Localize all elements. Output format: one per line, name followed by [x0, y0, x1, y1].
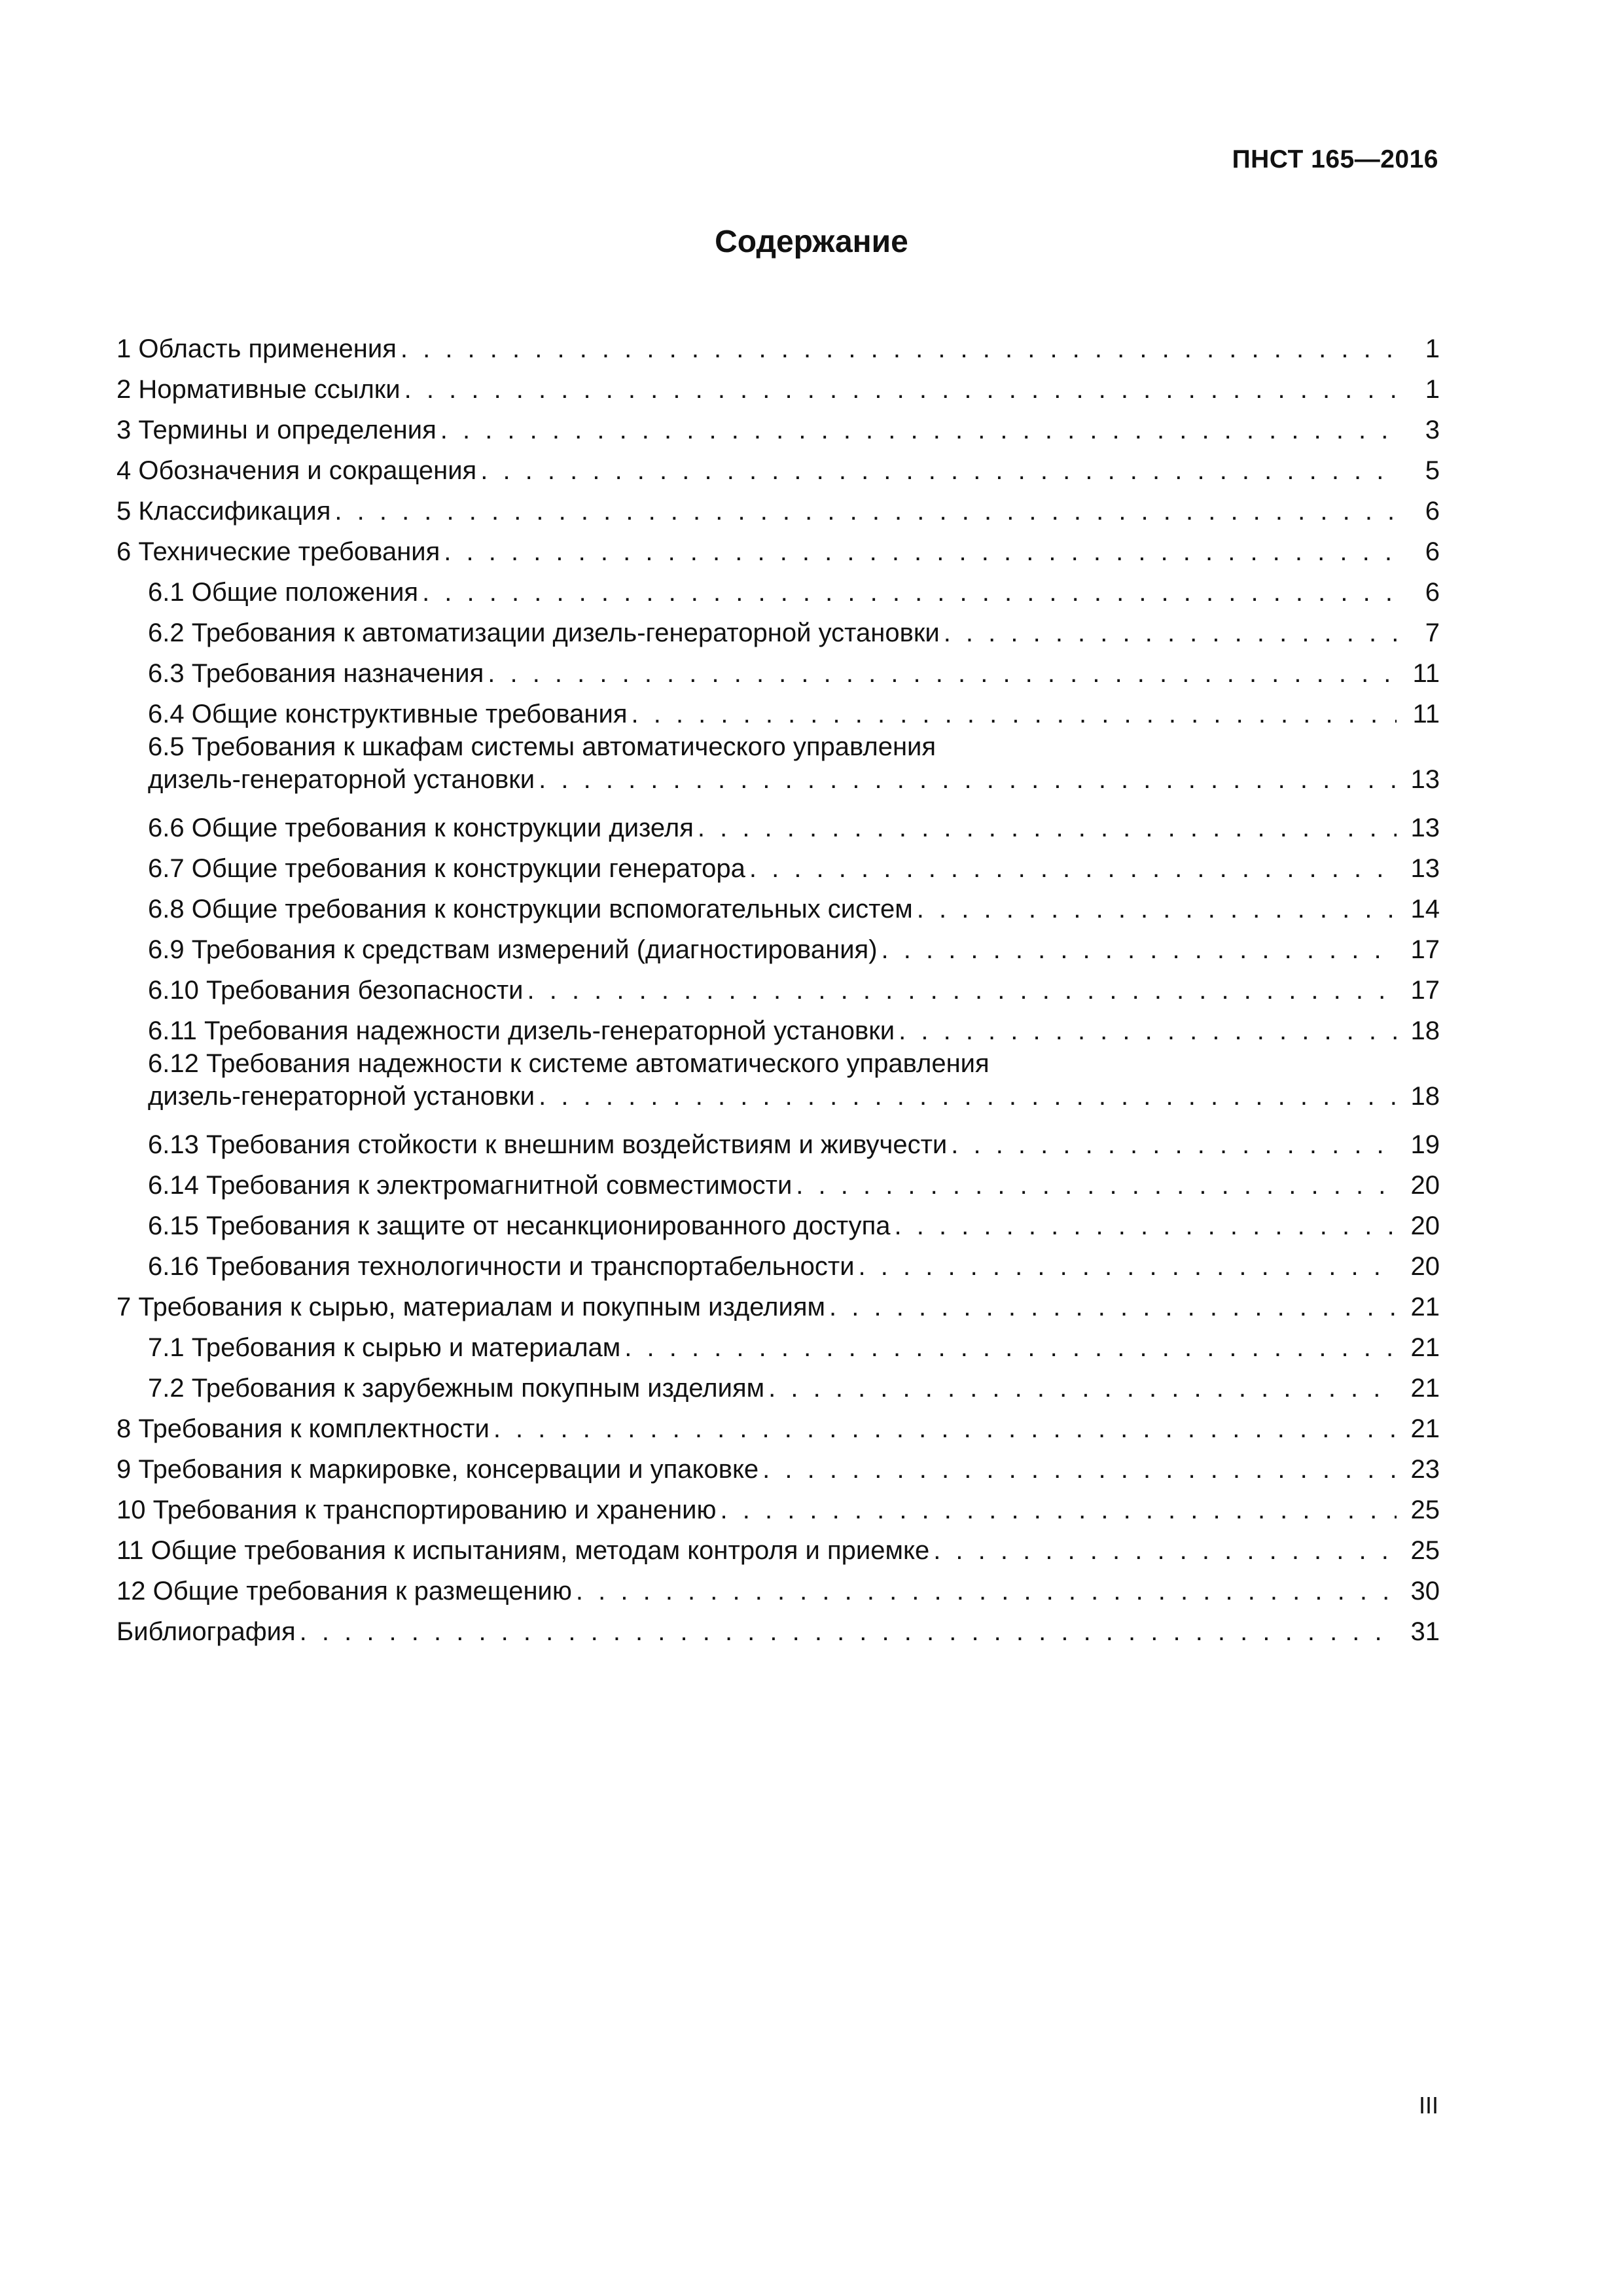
toc-entry-label: 6.6 Общие требования к конструкции дизеля	[148, 814, 694, 842]
toc-entry[interactable]	[116, 1201, 1440, 1242]
toc-entry[interactable]	[116, 1047, 1440, 1112]
toc-entry-label: 4 Обозначения и сокращения	[116, 456, 477, 485]
dot-leader	[899, 1015, 1397, 1047]
toc-entry[interactable]	[116, 1404, 1440, 1444]
toc-entry-label: 7 Требования к сырью, материалам и покупным изделиям	[116, 1293, 826, 1321]
toc-entry-page: 6	[1425, 497, 1440, 526]
dot-leader	[300, 1616, 1397, 1647]
toc-entry-page: 7	[1425, 619, 1440, 647]
dot-leader	[576, 1575, 1397, 1607]
toc-entry[interactable]	[116, 844, 1440, 884]
toc-entry-page: 6	[1425, 578, 1440, 607]
dot-leader	[895, 1210, 1397, 1242]
toc-entry-label-line1: 6.12 Требования надежности к системе автоматического управления	[148, 1049, 990, 1078]
toc-entry[interactable]	[116, 608, 1440, 649]
toc-entry[interactable]	[116, 527, 1440, 567]
toc-entry[interactable]	[116, 1485, 1440, 1526]
toc-entry-page: 13	[1410, 854, 1440, 883]
toc-entry-page: 20	[1410, 1171, 1440, 1200]
toc-entry-label: 1 Область применения	[116, 334, 397, 363]
toc-entry-page: 14	[1410, 895, 1440, 924]
toc-entry-page: 25	[1410, 1496, 1440, 1524]
toc-entry-page: 1	[1425, 375, 1440, 404]
dot-leader	[624, 1332, 1397, 1363]
toc-entry[interactable]	[116, 365, 1440, 405]
toc-entry-label: 9 Требования к маркировке, консервации и упаковке	[116, 1455, 759, 1484]
toc-entry-label: 6.2 Требования к автоматизации дизель-генераторной установки	[148, 619, 940, 647]
dot-leader	[829, 1291, 1397, 1323]
toc-entry[interactable]	[116, 486, 1440, 527]
toc-entry-page: 1	[1425, 334, 1440, 363]
document-code: ПНСТ 165—2016	[1232, 145, 1438, 173]
dot-leader	[488, 658, 1397, 689]
toc-entry-label: 2 Нормативные ссылки	[116, 375, 401, 404]
toc-entry-label: 7.1 Требования к сырью и материалам	[148, 1333, 621, 1362]
toc-entry-label: 6.1 Общие положения	[148, 578, 419, 607]
toc-entry-label: 6.4 Общие конструктивные требования	[148, 700, 628, 728]
toc-entry-label: 6 Технические требования	[116, 537, 440, 566]
toc-entry[interactable]	[116, 1526, 1440, 1566]
dot-leader	[404, 374, 1397, 405]
dot-leader	[334, 495, 1397, 527]
toc-entry-page: 18	[1410, 1016, 1440, 1045]
dot-leader	[539, 1081, 1397, 1112]
toc-entry[interactable]	[116, 884, 1440, 925]
toc-entry[interactable]	[116, 446, 1440, 486]
toc-entry-page: 21	[1410, 1293, 1440, 1321]
dot-leader	[721, 1494, 1397, 1526]
toc-entry-label: 10 Требования к транспортированию и хранению	[116, 1496, 717, 1524]
toc-entry-label: 6.10 Требования безопасности	[148, 976, 524, 1005]
toc-entry[interactable]	[116, 1282, 1440, 1323]
toc-entry[interactable]	[116, 405, 1440, 446]
dot-leader	[933, 1535, 1397, 1566]
toc-entry[interactable]	[116, 649, 1440, 689]
page-number: III	[1418, 2092, 1438, 2119]
toc-entry-label: 6.14 Требования к электромагнитной совместимости	[148, 1171, 793, 1200]
toc-entry-page: 21	[1410, 1333, 1440, 1362]
toc-entry[interactable]	[116, 567, 1440, 608]
toc-entry-label-line1: 6.5 Требования к шкафам системы автоматического управления	[148, 732, 936, 761]
toc-entry-page: 3	[1425, 416, 1440, 444]
dot-leader	[859, 1251, 1397, 1282]
toc-entry[interactable]	[116, 965, 1440, 1006]
toc-entry-label: 6.16 Требования технологичности и транспортабельности	[148, 1252, 855, 1281]
toc-entry-page: 30	[1410, 1577, 1440, 1605]
toc-entry[interactable]	[116, 730, 1440, 795]
dot-leader	[882, 934, 1397, 965]
toc-entry-page: 11	[1412, 700, 1440, 728]
toc-entry[interactable]	[116, 1120, 1440, 1160]
toc-entry-page: 21	[1410, 1374, 1440, 1403]
toc-entry-label: 6.3 Требования назначения	[148, 659, 484, 688]
dot-leader	[444, 536, 1397, 567]
toc-entry-label: 12 Общие требования к размещению	[116, 1577, 572, 1605]
toc-entry-page: 25	[1410, 1536, 1440, 1565]
toc-entry[interactable]	[116, 1006, 1440, 1047]
dot-leader	[480, 455, 1397, 486]
toc-entry-label: 5 Классификация	[116, 497, 331, 526]
dot-leader	[422, 577, 1397, 608]
dot-leader	[493, 1413, 1397, 1444]
toc-entry[interactable]	[116, 689, 1440, 730]
toc-entry-page: 20	[1410, 1252, 1440, 1281]
toc-entry[interactable]	[116, 1363, 1440, 1404]
toc-entry-page: 18	[1410, 1082, 1440, 1111]
toc-entry-label: 3 Термины и определения	[116, 416, 437, 444]
toc-entry-page: 23	[1410, 1455, 1440, 1484]
toc-entry[interactable]	[116, 1160, 1440, 1201]
toc-entry[interactable]	[116, 1566, 1440, 1607]
toc-entry[interactable]	[116, 1242, 1440, 1282]
toc-entry-page: 13	[1410, 765, 1440, 794]
toc-entry-label: 6.9 Требования к средствам измерений (диагностирования)	[148, 935, 878, 964]
toc-entry-label: 6.13 Требования стойкости к внешним воздействиям и живучести	[148, 1130, 948, 1159]
dot-leader	[944, 617, 1397, 649]
toc-entry-page: 20	[1410, 1211, 1440, 1240]
dot-leader	[749, 853, 1397, 884]
dot-leader	[951, 1129, 1397, 1160]
toc-entry-page: 17	[1410, 976, 1440, 1005]
toc-entry-page: 17	[1410, 935, 1440, 964]
toc-entry-label: 6.8 Общие требования к конструкции вспомогательных систем	[148, 895, 913, 924]
toc-entry-label: 6.15 Требования к защите от несанкционированного доступа	[148, 1211, 891, 1240]
dot-leader	[401, 333, 1397, 365]
dot-leader	[527, 975, 1397, 1006]
toc-entry-label: дизель-генераторной установки	[148, 765, 535, 794]
toc-title: Содержание	[715, 224, 908, 259]
dot-leader	[796, 1170, 1397, 1201]
dot-leader	[698, 812, 1397, 844]
toc-entry-page: 19	[1410, 1130, 1440, 1159]
toc-entry-page: 6	[1425, 537, 1440, 566]
toc-entry-label: 8 Требования к комплектности	[116, 1414, 490, 1443]
dot-leader	[539, 764, 1397, 795]
toc-entry-label: Библиография	[116, 1617, 296, 1646]
toc-entry-label: 6.7 Общие требования к конструкции генератора	[148, 854, 745, 883]
toc-entry[interactable]	[116, 803, 1440, 844]
toc-entry-page: 13	[1410, 814, 1440, 842]
toc-entry[interactable]	[116, 925, 1440, 965]
table-of-contents	[116, 324, 1440, 1647]
dot-leader	[440, 414, 1397, 446]
dot-leader	[631, 698, 1397, 730]
toc-entry[interactable]	[116, 324, 1440, 365]
toc-entry-page: 5	[1425, 456, 1440, 485]
toc-entry-page: 31	[1410, 1617, 1440, 1646]
toc-entry-label: 11 Общие требования к испытаниям, методам контроля и приемке	[116, 1536, 930, 1565]
dot-leader	[917, 893, 1397, 925]
toc-entry[interactable]	[116, 1607, 1440, 1647]
toc-entry-label: дизель-генераторной установки	[148, 1082, 535, 1111]
toc-entry-page: 21	[1410, 1414, 1440, 1443]
dot-leader	[762, 1454, 1397, 1485]
toc-entry-label: 6.11 Требования надежности дизель-генераторной установки	[148, 1016, 895, 1045]
toc-entry-page: 11	[1412, 659, 1440, 688]
dot-leader	[768, 1372, 1397, 1404]
toc-entry[interactable]	[116, 1444, 1440, 1485]
toc-entry-label: 7.2 Требования к зарубежным покупным изделиям	[148, 1374, 765, 1403]
toc-entry[interactable]	[116, 1323, 1440, 1363]
